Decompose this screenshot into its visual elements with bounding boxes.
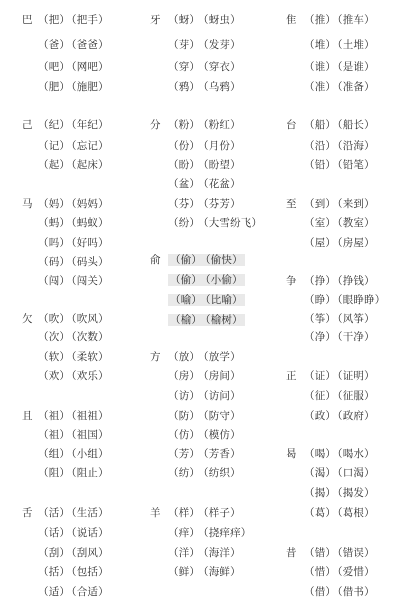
character-label: （证） bbox=[304, 370, 337, 382]
radical-head: 俞 bbox=[150, 254, 161, 266]
example-word: （教室） bbox=[332, 217, 375, 229]
example-word: （小偷） bbox=[200, 274, 243, 286]
example-word: （发芽） bbox=[198, 39, 241, 51]
character-group-line bbox=[150, 313, 245, 327]
example-word: （揭发） bbox=[332, 487, 375, 499]
character-group-line bbox=[150, 565, 241, 579]
example-word: （样子） bbox=[198, 507, 241, 519]
character-group-line bbox=[150, 13, 241, 27]
highlighted-entry bbox=[168, 294, 245, 306]
character-group-line bbox=[286, 447, 375, 461]
character-label: （芽） bbox=[168, 39, 201, 51]
character-label: （错） bbox=[304, 547, 337, 559]
character-group-line bbox=[150, 428, 241, 442]
character-label: （鸦） bbox=[168, 81, 201, 93]
character-label: （葛） bbox=[304, 507, 337, 519]
example-word: （蚂蚁） bbox=[66, 217, 109, 229]
example-word: （柔软） bbox=[66, 351, 109, 363]
character-group-line bbox=[22, 38, 109, 52]
character-label: （偷） bbox=[170, 274, 203, 286]
radical-head: 争 bbox=[286, 275, 297, 287]
character-label: （喻） bbox=[170, 294, 203, 306]
character-group-line bbox=[22, 428, 109, 442]
example-word: （合适） bbox=[66, 586, 109, 598]
character-label: （软） bbox=[38, 351, 71, 363]
character-label: （惜） bbox=[304, 566, 337, 578]
example-word: （好吗） bbox=[66, 237, 109, 249]
radical-head: 分 bbox=[150, 119, 161, 131]
character-group-line bbox=[22, 197, 109, 211]
character-label: （纷） bbox=[168, 217, 201, 229]
character-label: （吗） bbox=[38, 237, 71, 249]
radical-head: 曷 bbox=[286, 448, 297, 460]
character-group-line bbox=[286, 139, 375, 153]
example-word: （房屋） bbox=[332, 237, 375, 249]
character-label: （放） bbox=[168, 351, 201, 363]
character-group-line bbox=[22, 118, 109, 132]
example-word: （眼睁睁） bbox=[332, 294, 386, 306]
example-word: （闯关） bbox=[66, 275, 109, 287]
character-group-line bbox=[286, 565, 375, 579]
example-word: （刮风） bbox=[66, 547, 109, 559]
character-label: （房） bbox=[168, 370, 201, 382]
example-word: （推车） bbox=[332, 14, 375, 26]
character-group-line bbox=[22, 60, 109, 74]
radical-head: 且 bbox=[22, 410, 33, 422]
character-label: （挣） bbox=[304, 275, 337, 287]
character-group-line bbox=[22, 546, 109, 560]
example-word: （大雪纷飞） bbox=[198, 217, 263, 229]
example-word: （纺织） bbox=[198, 467, 241, 479]
example-word: （花盆） bbox=[198, 178, 241, 190]
character-group-line bbox=[150, 506, 241, 520]
example-word: （模仿） bbox=[198, 429, 241, 441]
example-word: （沿海） bbox=[332, 140, 375, 152]
example-word: （挠痒痒） bbox=[198, 527, 252, 539]
example-word: （海鲜） bbox=[198, 566, 241, 578]
character-label: （祖） bbox=[38, 410, 71, 422]
character-group-line bbox=[150, 369, 241, 383]
character-label: （芳） bbox=[168, 448, 201, 460]
character-group-line bbox=[22, 274, 109, 288]
character-label: （榆） bbox=[170, 314, 203, 326]
radical-head: 昔 bbox=[286, 547, 297, 559]
example-word: （船长） bbox=[332, 119, 375, 131]
character-group-line bbox=[286, 274, 375, 288]
example-word: （爱惜） bbox=[332, 566, 375, 578]
example-word: （芬芳） bbox=[198, 198, 241, 210]
example-word: （月份） bbox=[198, 140, 241, 152]
character-group-line bbox=[150, 409, 241, 423]
character-group-line bbox=[22, 526, 109, 540]
example-word: （房间） bbox=[198, 370, 241, 382]
character-label: （盼） bbox=[168, 159, 201, 171]
example-word: （借书） bbox=[332, 586, 375, 598]
character-label: （话） bbox=[38, 527, 71, 539]
example-word: （喝水） bbox=[332, 448, 375, 460]
example-word: （葛根） bbox=[332, 507, 375, 519]
example-word: （施肥） bbox=[66, 81, 109, 93]
character-group-line bbox=[22, 139, 109, 153]
radical-head: 羊 bbox=[150, 507, 161, 519]
example-word: （风筝） bbox=[332, 313, 375, 325]
character-label: （蚜） bbox=[168, 14, 201, 26]
character-label: （筝） bbox=[304, 313, 337, 325]
character-label: （吹） bbox=[38, 313, 71, 325]
character-label: （括） bbox=[38, 566, 71, 578]
character-group-line bbox=[286, 585, 375, 599]
example-word: （爸爸） bbox=[66, 39, 109, 51]
character-label: （借） bbox=[304, 586, 337, 598]
character-group-line bbox=[286, 466, 375, 480]
character-group-line bbox=[286, 506, 375, 520]
character-group-line bbox=[22, 585, 109, 599]
example-word: （穿衣） bbox=[198, 61, 241, 73]
character-label: （阻） bbox=[38, 467, 71, 479]
character-label: （征） bbox=[304, 390, 337, 402]
example-word: （码头） bbox=[66, 256, 109, 268]
radical-head: 台 bbox=[286, 119, 297, 131]
example-word: （包括） bbox=[66, 566, 109, 578]
character-group-line bbox=[22, 506, 109, 520]
character-label: （码） bbox=[38, 256, 71, 268]
example-word: （阻止） bbox=[66, 467, 109, 479]
character-group-line bbox=[150, 197, 241, 211]
example-word: （祖国） bbox=[66, 429, 109, 441]
character-group-line bbox=[150, 139, 241, 153]
character-group-line bbox=[22, 447, 109, 461]
example-word: （错误） bbox=[332, 547, 375, 559]
example-word: （粉红） bbox=[198, 119, 241, 131]
character-group-line bbox=[150, 389, 241, 403]
example-word: （征服） bbox=[332, 390, 375, 402]
character-label: （把） bbox=[38, 14, 71, 26]
example-word: （盼望） bbox=[198, 159, 241, 171]
character-label: （起） bbox=[38, 159, 71, 171]
character-group-line bbox=[286, 38, 375, 52]
character-label: （份） bbox=[168, 140, 201, 152]
character-group-line bbox=[150, 60, 241, 74]
character-label: （推） bbox=[304, 14, 337, 26]
radical-head: 己 bbox=[22, 119, 33, 131]
character-group-line bbox=[286, 197, 375, 211]
example-word: （是谁） bbox=[332, 61, 375, 73]
character-label: （谁） bbox=[304, 61, 337, 73]
character-label: （洋） bbox=[168, 547, 201, 559]
character-group-line bbox=[286, 369, 375, 383]
character-group-line bbox=[286, 486, 375, 500]
character-label: （适） bbox=[38, 586, 71, 598]
radical-head: 方 bbox=[150, 351, 161, 363]
example-word: （吹风） bbox=[66, 313, 109, 325]
example-word: （准备） bbox=[332, 81, 375, 93]
character-group-line bbox=[286, 312, 375, 326]
example-word: （祖祖） bbox=[66, 410, 109, 422]
character-label: （到） bbox=[304, 198, 337, 210]
character-label: （准） bbox=[304, 81, 337, 93]
character-label: （防） bbox=[168, 410, 201, 422]
character-label: （喝） bbox=[304, 448, 337, 460]
character-label: （肥） bbox=[38, 81, 71, 93]
example-word: （把手） bbox=[66, 14, 109, 26]
character-group-line bbox=[150, 293, 245, 307]
example-word: （干净） bbox=[332, 331, 375, 343]
character-label: （闯） bbox=[38, 275, 71, 287]
example-word: （蚜虫） bbox=[198, 14, 241, 26]
character-group-line bbox=[150, 253, 245, 267]
character-group-line bbox=[150, 350, 241, 364]
radical-head: 舌 bbox=[22, 507, 33, 519]
character-group-line bbox=[150, 38, 241, 52]
radical-head: 牙 bbox=[150, 14, 161, 26]
example-word: （访问） bbox=[198, 390, 241, 402]
radical-head: 至 bbox=[286, 198, 297, 210]
character-label: （净） bbox=[304, 331, 337, 343]
example-word: （比喻） bbox=[200, 294, 243, 306]
character-label: （偷） bbox=[170, 254, 203, 266]
character-group-line bbox=[286, 158, 375, 172]
character-label: （堆） bbox=[304, 39, 337, 51]
character-label: （蚂） bbox=[38, 217, 71, 229]
example-word: （铅笔） bbox=[332, 159, 375, 171]
character-label: （记） bbox=[38, 140, 71, 152]
example-word: （小组） bbox=[66, 448, 109, 460]
character-group-line bbox=[22, 158, 109, 172]
example-word: （忘记） bbox=[66, 140, 109, 152]
example-word: （偷快） bbox=[200, 254, 243, 266]
character-group-line bbox=[286, 13, 375, 27]
character-label: （船） bbox=[304, 119, 337, 131]
character-label: （纪） bbox=[38, 119, 71, 131]
character-group-line bbox=[286, 236, 375, 250]
example-word: （起床） bbox=[66, 159, 109, 171]
character-group-line bbox=[150, 177, 241, 191]
character-group-line bbox=[22, 216, 109, 230]
example-word: （挣钱） bbox=[332, 275, 375, 287]
character-label: （欢） bbox=[38, 370, 71, 382]
example-word: （来到） bbox=[332, 198, 375, 210]
character-group-line bbox=[22, 80, 109, 94]
character-group-line bbox=[286, 389, 375, 403]
character-group-line bbox=[150, 273, 245, 287]
character-group-line bbox=[22, 409, 109, 423]
character-group-line bbox=[150, 546, 241, 560]
character-group-line bbox=[150, 158, 241, 172]
character-label: （盆） bbox=[168, 178, 201, 190]
character-label: （次） bbox=[38, 331, 71, 343]
character-label: （鲜） bbox=[168, 566, 201, 578]
example-word: （年纪） bbox=[66, 119, 109, 131]
character-group-line bbox=[22, 255, 109, 269]
character-label: （沿） bbox=[304, 140, 337, 152]
character-group-line bbox=[286, 330, 375, 344]
example-word: （欢乐） bbox=[66, 370, 109, 382]
example-word: （证明） bbox=[332, 370, 375, 382]
character-group-line bbox=[286, 409, 375, 423]
character-label: （穿） bbox=[168, 61, 201, 73]
radical-head: 巴 bbox=[22, 14, 33, 26]
example-word: （妈妈） bbox=[66, 198, 109, 210]
character-label: （祖） bbox=[38, 429, 71, 441]
highlighted-entry bbox=[168, 254, 245, 266]
character-label: （屋） bbox=[304, 237, 337, 249]
character-group-line bbox=[286, 60, 375, 74]
character-group-line bbox=[286, 293, 386, 307]
character-label: （吧） bbox=[38, 61, 71, 73]
character-group-line bbox=[22, 369, 109, 383]
example-word: （生活） bbox=[66, 507, 109, 519]
character-group-line bbox=[22, 466, 109, 480]
highlighted-entry bbox=[168, 314, 245, 326]
character-group-line bbox=[22, 312, 109, 326]
character-label: （组） bbox=[38, 448, 71, 460]
character-group-line bbox=[150, 216, 262, 230]
character-label: （痒） bbox=[168, 527, 201, 539]
character-label: （揭） bbox=[304, 487, 337, 499]
character-group-line bbox=[22, 236, 109, 250]
character-label: （纺） bbox=[168, 467, 201, 479]
character-label: （爸） bbox=[38, 39, 71, 51]
radical-head: 正 bbox=[286, 370, 297, 382]
character-label: （铅） bbox=[304, 159, 337, 171]
example-word: （说话） bbox=[66, 527, 109, 539]
character-label: （渴） bbox=[304, 467, 337, 479]
character-group-line bbox=[150, 526, 252, 540]
character-group-line bbox=[150, 118, 241, 132]
character-group-line bbox=[150, 447, 241, 461]
character-group-line bbox=[286, 546, 375, 560]
character-label: （访） bbox=[168, 390, 201, 402]
example-word: （口渴） bbox=[332, 467, 375, 479]
example-word: （次数） bbox=[66, 331, 109, 343]
example-word: （芳香） bbox=[198, 448, 241, 460]
radical-head: 隹 bbox=[286, 14, 297, 26]
character-label: （样） bbox=[168, 507, 201, 519]
example-word: （防守） bbox=[198, 410, 241, 422]
example-word: （土堆） bbox=[332, 39, 375, 51]
example-word: （乌鸦） bbox=[198, 81, 241, 93]
example-word: （海洋） bbox=[198, 547, 241, 559]
character-group-line bbox=[150, 466, 241, 480]
character-group-line bbox=[150, 80, 241, 94]
radical-head: 欠 bbox=[22, 313, 33, 325]
character-label: （睁） bbox=[304, 294, 337, 306]
character-group-line bbox=[22, 350, 109, 364]
character-group-line bbox=[22, 13, 109, 27]
example-word: （网吧） bbox=[66, 61, 109, 73]
character-label: （刮） bbox=[38, 547, 71, 559]
character-group-line bbox=[286, 118, 375, 132]
character-label: （仿） bbox=[168, 429, 201, 441]
character-label: （政） bbox=[304, 410, 337, 422]
character-group-line bbox=[22, 565, 109, 579]
character-group-line bbox=[286, 80, 375, 94]
character-label: （芬） bbox=[168, 198, 201, 210]
character-label: （室） bbox=[304, 217, 337, 229]
character-label: （粉） bbox=[168, 119, 201, 131]
character-group-line bbox=[22, 330, 109, 344]
character-label: （活） bbox=[38, 507, 71, 519]
example-word: （放学） bbox=[198, 351, 241, 363]
example-word: （政府） bbox=[332, 410, 375, 422]
character-group-line bbox=[286, 216, 375, 230]
radical-head: 马 bbox=[22, 198, 33, 210]
example-word: （榆树） bbox=[200, 314, 243, 326]
character-label: （妈） bbox=[38, 198, 71, 210]
highlighted-entry bbox=[168, 274, 245, 286]
